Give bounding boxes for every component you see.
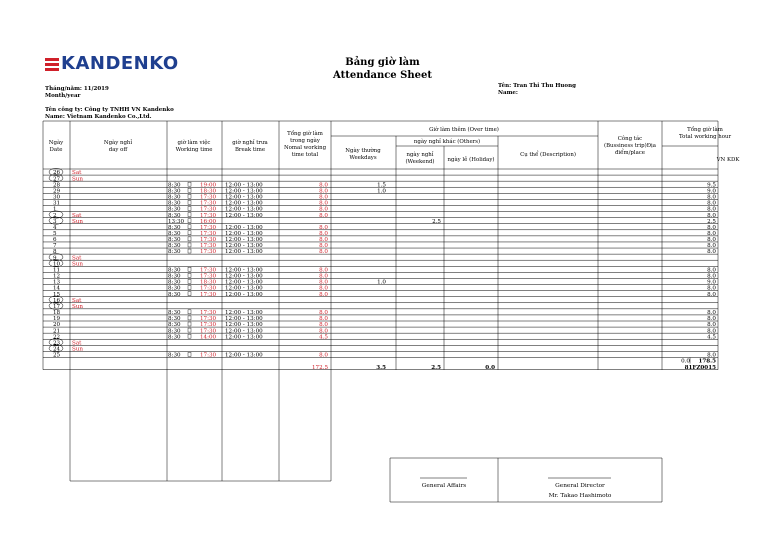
col-normal-total-1: trong ngày — [290, 138, 320, 144]
start-time-cell: 8:30 — [168, 188, 181, 195]
date-cell: 4 — [53, 224, 57, 231]
col-dayoff-1: day off — [108, 147, 128, 153]
tilde-box-icon — [188, 188, 191, 192]
col-working-time-1: Working time — [175, 147, 213, 153]
tilde-box-icon — [188, 219, 191, 223]
start-time-cell: 8:30 — [168, 267, 181, 274]
date-cell: 28 — [53, 182, 61, 189]
start-time-cell: 8:30 — [168, 322, 181, 329]
end-time-cell: 18:30 — [200, 279, 217, 286]
break-cell: 12:00 - 13:00 — [225, 316, 263, 323]
dayoff-cell: Sat — [72, 255, 82, 262]
date-cell: 20 — [53, 322, 61, 329]
date-cell: 2 — [53, 212, 57, 219]
col-weekdays-1: Weekdays — [349, 155, 377, 161]
total-hours-cell: 9.0 — [707, 279, 716, 286]
normal-hours-cell: 8.0 — [319, 212, 328, 219]
col-weekdays-0: Ngày thường — [345, 148, 381, 154]
break-cell: 12:00 - 13:00 — [225, 291, 263, 298]
date-cell: 30 — [53, 194, 61, 201]
col-date-0: Ngày — [48, 140, 64, 146]
tilde-box-icon — [188, 194, 191, 198]
start-time-cell: 8:30 — [168, 328, 181, 335]
normal-hours-cell: 8.0 — [319, 285, 328, 292]
dayoff-cell: Sun — [72, 303, 84, 310]
tilde-box-icon — [188, 286, 191, 290]
col-total-hours-1: Total working hour — [678, 134, 732, 140]
normal-hours-cell: 8.0 — [319, 249, 328, 256]
total-hours-cell: 8.0 — [707, 249, 716, 256]
month-label-vn: Tháng/năm: 11/2019 — [45, 86, 109, 92]
tilde-box-icon — [188, 249, 191, 253]
col-vn-kdk: VN KDK — [716, 157, 740, 163]
dayoff-cell: Sun — [72, 261, 84, 268]
start-time-cell: 8:30 — [168, 243, 181, 250]
break-cell: 12:00 - 13:00 — [225, 267, 263, 274]
title-vn: Bảng giờ làm — [345, 57, 420, 68]
date-cell: 31 — [53, 200, 61, 207]
col-weekend-0: ngày nghỉ — [406, 152, 434, 158]
col-weekend-1: (Weekend) — [405, 159, 435, 165]
date-cell: 29 — [53, 188, 61, 195]
general-affairs-label: General Affairs — [421, 483, 467, 489]
date-cell: 1 — [53, 206, 57, 213]
date-cell: 24 — [53, 346, 61, 353]
tilde-box-icon — [188, 322, 191, 326]
date-cell: 21 — [53, 328, 61, 335]
title-en: Attendance Sheet — [333, 70, 432, 81]
date-cell: 12 — [53, 273, 61, 280]
break-cell: 12:00 - 13:00 — [225, 194, 263, 201]
normal-hours-cell: 8.0 — [319, 273, 328, 280]
date-cell: 17 — [53, 303, 61, 310]
total-hours-cell: 9.5 — [707, 182, 716, 189]
col-dayoff-0: Ngày nghỉ — [103, 140, 133, 146]
end-time-cell: 17:30 — [200, 322, 217, 329]
weekday-ot-cell: 1.5 — [377, 182, 386, 189]
end-time-cell: 17:30 — [200, 267, 217, 274]
total-hours-cell: 8.0 — [707, 322, 716, 329]
end-time-cell: 19:00 — [200, 182, 217, 189]
col-total-hours-0: Tổng giờ làm — [687, 127, 723, 133]
normal-hours-cell: 8.0 — [319, 231, 328, 237]
date-cell: 8 — [53, 249, 57, 256]
date-cell: 9 — [53, 255, 57, 262]
normal-hours-cell: 8.0 — [319, 310, 328, 317]
break-cell: 12:00 - 13:00 — [225, 200, 263, 207]
date-cell: 3 — [53, 218, 57, 225]
tilde-box-icon — [188, 310, 191, 314]
dayoff-cell: Sun — [72, 176, 84, 183]
date-cell: 26 — [53, 170, 61, 177]
dayoff-cell: Sat — [72, 170, 82, 177]
normal-hours-cell: 8.0 — [319, 328, 328, 335]
total-hours-cell: 8.0 — [707, 267, 716, 274]
total-hours-cell: 8.0 — [707, 224, 716, 231]
total-hours-cell: 9.0 — [707, 188, 716, 195]
end-time-cell: 17:30 — [200, 316, 217, 323]
col-break-time-0: giờ nghỉ trưa — [232, 140, 268, 146]
tilde-box-icon — [188, 267, 191, 271]
end-time-cell: 14:00 — [200, 334, 217, 341]
extra-total-cell: 0.0 — [681, 358, 690, 365]
total-hours-cell: 8.0 — [707, 231, 716, 237]
director-name-label: Mr. Takao Hashimoto — [548, 493, 612, 499]
break-cell: 12:00 - 13:00 — [225, 224, 263, 231]
start-time-cell: 8:30 — [168, 182, 181, 189]
start-time-cell: 8:30 — [168, 352, 181, 359]
start-time-cell: 8:30 — [168, 249, 181, 256]
normal-hours-cell: 8.0 — [319, 279, 328, 286]
weekend-total-cell: 2.5 — [431, 364, 441, 371]
col-normal-total-0: Tổng giờ làm — [287, 131, 323, 137]
weekday-ot-cell: 1.0 — [377, 188, 386, 195]
name-label-en: Name: — [498, 89, 518, 96]
holiday-total-cell: 0.0 — [485, 364, 495, 371]
total-hours-cell: 8.0 — [707, 206, 716, 213]
tilde-box-icon — [188, 206, 191, 210]
break-cell: 12:00 - 13:00 — [225, 249, 263, 256]
date-cell: 27 — [53, 176, 61, 183]
end-time-cell: 17:30 — [200, 194, 217, 201]
total-hours-cell: 8.0 — [707, 212, 716, 219]
normal-hours-cell: 8.0 — [319, 267, 328, 274]
break-cell: 12:00 - 13:00 — [225, 212, 263, 219]
logo-text: KANDENKO — [61, 52, 179, 74]
start-time-cell: 8:30 — [168, 194, 181, 201]
break-cell: 12:00 - 13:00 — [225, 237, 263, 244]
weekday-total-cell: 3.5 — [376, 364, 386, 371]
start-time-cell: 8:30 — [168, 310, 181, 317]
tilde-box-icon — [188, 200, 191, 204]
start-time-cell: 13:30 — [168, 218, 185, 225]
date-cell: 23 — [53, 340, 61, 347]
total-hours-cell: 2.5 — [707, 218, 716, 225]
tilde-box-icon — [188, 273, 191, 277]
break-cell: 12:00 - 13:00 — [225, 352, 263, 359]
total-hours-cell: 8.0 — [707, 237, 716, 244]
start-time-cell: 8:30 — [168, 212, 181, 219]
start-time-cell: 8:30 — [168, 316, 181, 323]
normal-hours-cell: 8.0 — [319, 316, 328, 323]
dayoff-cell: Sun — [72, 346, 84, 353]
start-time-cell: 8:30 — [168, 224, 181, 231]
total-hours-cell: 8.0 — [707, 200, 716, 207]
name-label-vn: Tên: Tran Thi Thu Huong — [498, 83, 576, 89]
tilde-box-icon — [188, 225, 191, 229]
total-hours-cell: 8.0 — [707, 194, 716, 201]
break-cell: 12:00 - 13:00 — [225, 182, 263, 189]
normal-hours-cell: 8.0 — [319, 352, 328, 359]
break-cell: 12:00 - 13:00 — [225, 285, 263, 292]
weekend-ot-cell: 2.5 — [432, 218, 441, 225]
date-cell: 14 — [53, 285, 61, 292]
col-overtime: Giờ làm thêm (Over time) — [429, 127, 499, 133]
date-cell: 18 — [53, 310, 61, 317]
date-cell: 5 — [53, 231, 57, 237]
col-working-time-0: giờ làm việc — [177, 140, 211, 146]
date-cell: 11 — [53, 267, 61, 274]
col-description: Cụ thể (Description) — [520, 152, 576, 158]
col-break-time-1: Break time — [234, 147, 266, 153]
break-cell: 12:00 - 13:00 — [225, 279, 263, 286]
col-business-trip-0: Công tác — [617, 136, 643, 142]
total-hours-cell: 8.0 — [707, 328, 716, 335]
start-time-cell: 8:30 — [168, 200, 181, 207]
end-time-cell: 17:30 — [200, 231, 217, 237]
start-time-cell: 8:30 — [168, 231, 181, 237]
end-time-cell: 17:30 — [200, 206, 217, 213]
total-hours-cell: 8.0 — [707, 352, 716, 359]
break-cell: 12:00 - 13:00 — [225, 231, 263, 237]
break-cell: 12:00 - 13:00 — [225, 310, 263, 317]
date-cell: 16 — [53, 297, 61, 304]
date-cell: 13 — [53, 279, 61, 286]
total-hours-cell: 4.5 — [707, 334, 716, 341]
break-cell: 12:00 - 13:00 — [225, 328, 263, 335]
company-vn: Tên công ty: Công ty TNHH VN Kandenko — [45, 107, 174, 113]
normal-hours-cell: 8.0 — [319, 206, 328, 213]
weekday-ot-cell: 1.0 — [377, 279, 386, 286]
end-time-cell: 17:30 — [200, 243, 217, 250]
break-cell: 12:00 - 13:00 — [225, 273, 263, 280]
tilde-box-icon — [188, 279, 191, 283]
normal-hours-cell: 8.0 — [319, 188, 328, 195]
start-time-cell: 8:30 — [168, 237, 181, 244]
break-cell: 12:00 - 13:00 — [225, 322, 263, 329]
dayoff-cell: Sat — [72, 212, 82, 219]
start-time-cell: 8:30 — [168, 273, 181, 280]
end-time-cell: 17:30 — [200, 273, 217, 280]
tilde-box-icon — [188, 292, 191, 296]
total-hours-cell: 8.0 — [707, 243, 716, 250]
dayoff-cell: Sat — [72, 297, 82, 304]
date-cell: 10 — [53, 261, 61, 268]
tilde-box-icon — [188, 182, 191, 186]
date-cell: 15 — [53, 291, 61, 298]
month-label-en: Month/year — [45, 92, 81, 99]
tilde-box-icon — [188, 243, 191, 247]
end-time-cell: 17:30 — [200, 237, 217, 244]
company-en: Name: Vietnam Kandenko Co.,Ltd. — [45, 113, 152, 120]
date-cell: 6 — [53, 237, 57, 244]
start-time-cell: 8:30 — [168, 334, 181, 341]
grand-total-cell: 178.5 — [698, 358, 716, 365]
total-hours-cell: 8.0 — [707, 310, 716, 317]
total-hours-cell: 8.0 — [707, 273, 716, 280]
total-hours-cell: 8.0 — [707, 316, 716, 323]
end-time-cell: 17:30 — [200, 352, 217, 359]
tilde-box-icon — [188, 352, 191, 356]
code-cell: 81FZ0015 — [684, 364, 716, 371]
col-others: ngày nghỉ khác (Others) — [413, 139, 481, 145]
end-time-cell: 16:00 — [200, 218, 217, 225]
col-normal-total-3: time total — [291, 152, 319, 158]
tilde-box-icon — [188, 334, 191, 338]
end-time-cell: 17:30 — [200, 310, 217, 317]
date-cell: 22 — [53, 334, 61, 341]
end-time-cell: 17:30 — [200, 249, 217, 256]
start-time-cell: 8:30 — [168, 285, 181, 292]
break-cell: 12:00 - 13:00 — [225, 334, 263, 341]
date-cell: 25 — [53, 352, 61, 359]
col-normal-total-2: Nomal working — [283, 145, 327, 151]
normal-hours-cell: 8.0 — [319, 243, 328, 250]
start-time-cell: 8:30 — [168, 291, 181, 298]
date-cell: 7 — [53, 243, 57, 250]
end-time-cell: 17:30 — [200, 224, 217, 231]
normal-hours-cell: 8.0 — [319, 237, 328, 244]
total-hours-cell: 8.0 — [707, 285, 716, 292]
end-time-cell: 17:30 — [200, 200, 217, 207]
break-cell: 12:00 - 13:00 — [225, 243, 263, 250]
start-time-cell: 8:30 — [168, 279, 181, 286]
tilde-box-icon — [188, 231, 191, 235]
date-cell: 19 — [53, 316, 61, 323]
normal-hours-cell: 4.5 — [319, 334, 328, 341]
director-title-label: General Director — [555, 483, 605, 489]
normal-hours-cell: 8.0 — [319, 194, 328, 201]
break-cell: 12:00 - 13:00 — [225, 206, 263, 213]
dayoff-cell: Sun — [72, 218, 84, 225]
normal-total-cell: 172.5 — [311, 364, 328, 371]
normal-hours-cell: 8.0 — [319, 224, 328, 231]
end-time-cell: 17:30 — [200, 285, 217, 292]
tilde-box-icon — [188, 213, 191, 217]
end-time-cell: 18:30 — [200, 188, 217, 195]
col-holiday: ngày lễ (Holiday) — [447, 157, 495, 163]
start-time-cell: 8:30 — [168, 206, 181, 213]
normal-hours-cell: 8.0 — [319, 291, 328, 298]
col-business-trip-2: điểm/place — [614, 150, 646, 156]
tilde-box-icon — [188, 316, 191, 320]
end-time-cell: 17:30 — [200, 291, 217, 298]
normal-hours-cell: 8.0 — [319, 182, 328, 189]
end-time-cell: 17:30 — [200, 212, 217, 219]
tilde-box-icon — [188, 237, 191, 241]
break-cell: 12:00 - 13:00 — [225, 188, 263, 195]
normal-hours-cell: 8.0 — [319, 200, 328, 207]
total-hours-cell: 8.0 — [707, 291, 716, 298]
end-time-cell: 17:30 — [200, 328, 217, 335]
dayoff-cell: Sat — [72, 340, 82, 347]
tilde-box-icon — [188, 328, 191, 332]
col-business-trip-1: (Bussiness trip)Địa — [603, 143, 657, 149]
col-date-1: Date — [49, 147, 63, 153]
normal-hours-cell: 8.0 — [319, 322, 328, 329]
